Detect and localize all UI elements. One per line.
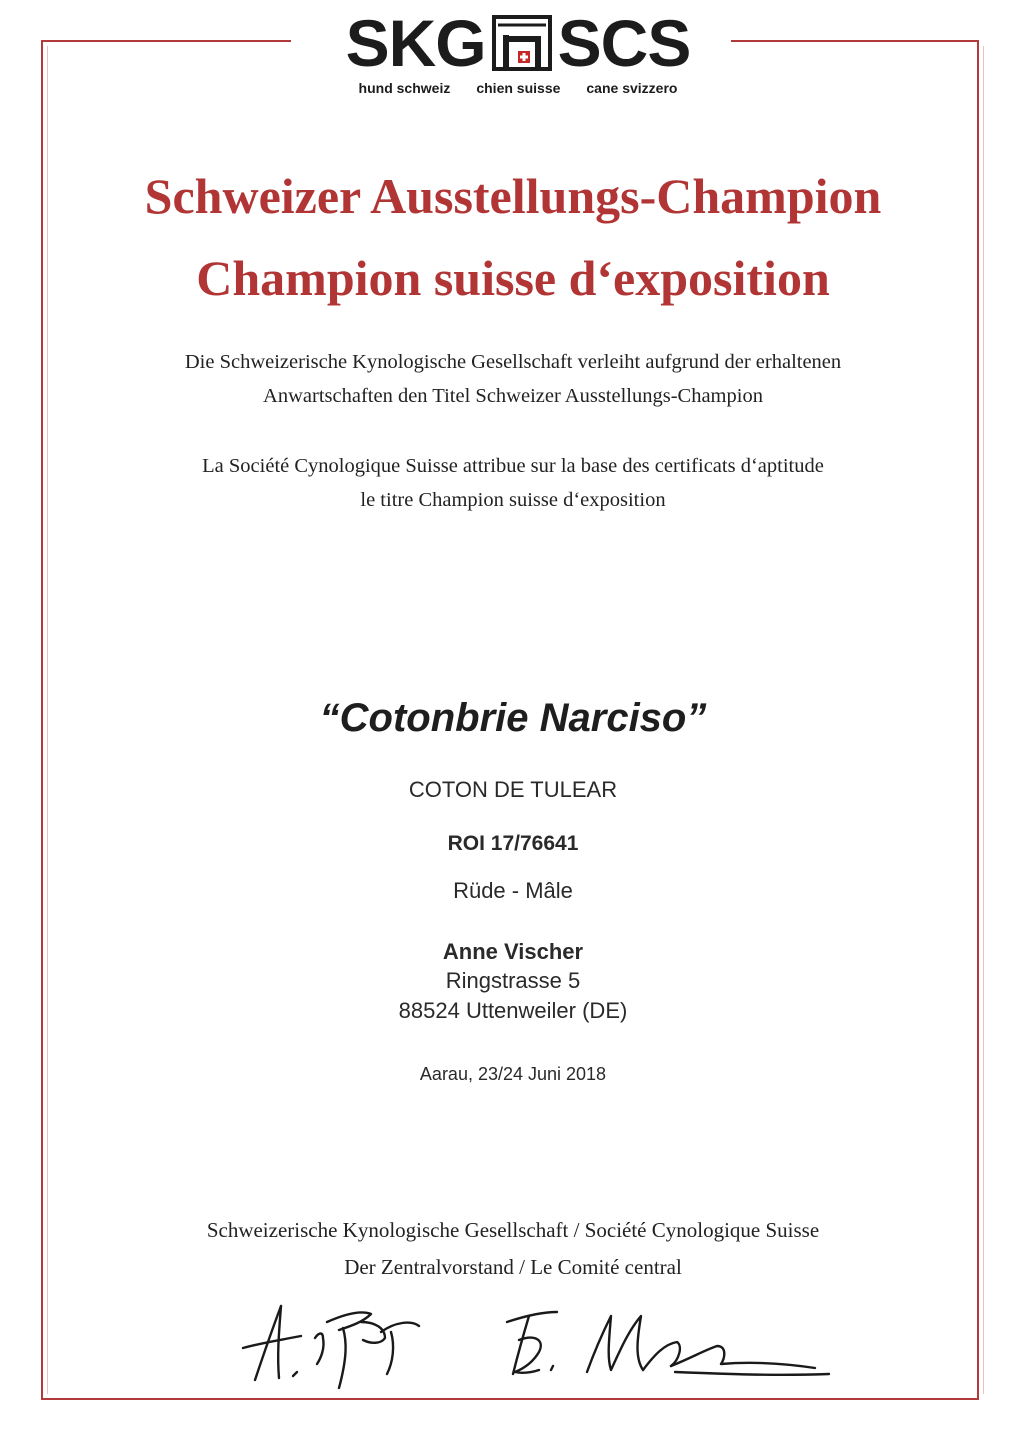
- logo-subtitle: [318, 80, 718, 96]
- footer-organisation: Schweizerische Kynologische Gesellschaft / Société Cynologique Suisse: [206, 1218, 820, 1242]
- paragraph-german: [0, 345, 1026, 413]
- dog-breed: COTON DE TULEAR: [408, 777, 618, 802]
- dog-sex: Rüde - Mâle: [453, 878, 573, 903]
- logo-wordmark: [318, 8, 718, 78]
- paragraph-french-line-1: La Société Cynologique Suisse attribue sur la base des certificats d‘aptitude: [202, 455, 824, 477]
- logo-right-word: SCS: [557, 6, 691, 80]
- owner-city: 88524 Uttenweiler (DE): [398, 998, 628, 1023]
- signature-left: [235, 1292, 435, 1392]
- dog-name: “Cotonbrie Narciso”: [319, 696, 707, 740]
- paragraph-french-line-2: le titre Champion suisse d‘exposition: [360, 489, 666, 511]
- logo-sub-it: cane svizzero: [586, 80, 678, 96]
- title-french: Champion suisse d‘exposition: [196, 250, 830, 306]
- frame-top-left: [41, 40, 291, 42]
- logo-sub-fr: chien suisse: [476, 80, 561, 96]
- logo-left-word: SKG: [345, 6, 486, 80]
- logo-sub-de: hund schweiz: [358, 80, 451, 96]
- footer-committee: Der Zentralvorstand / Le Comité central: [344, 1255, 682, 1279]
- dog-registration: ROI 17/76641: [447, 832, 579, 855]
- event-place-date: Aarau, 23/24 Juni 2018: [419, 1064, 607, 1084]
- skg-scs-logo: [318, 8, 718, 103]
- title-german: Schweizer Ausstellungs-Champion: [144, 168, 882, 224]
- house-cross-icon: [490, 15, 554, 71]
- frame-bottom: [41, 1398, 979, 1400]
- frame-top-right: [731, 40, 979, 42]
- signature-right: [495, 1300, 840, 1390]
- paragraph-german-line-1: Die Schweizerische Kynologische Gesellschaft verleiht aufgrund der erhaltenen: [184, 351, 842, 373]
- paragraph-german-line-2: Anwartschaften den Titel Schweizer Ausstellungs-Champion: [263, 385, 763, 407]
- paragraph-french: [0, 449, 1026, 517]
- owner-street: Ringstrasse 5: [445, 968, 581, 993]
- owner-name: Anne Vischer: [442, 939, 584, 964]
